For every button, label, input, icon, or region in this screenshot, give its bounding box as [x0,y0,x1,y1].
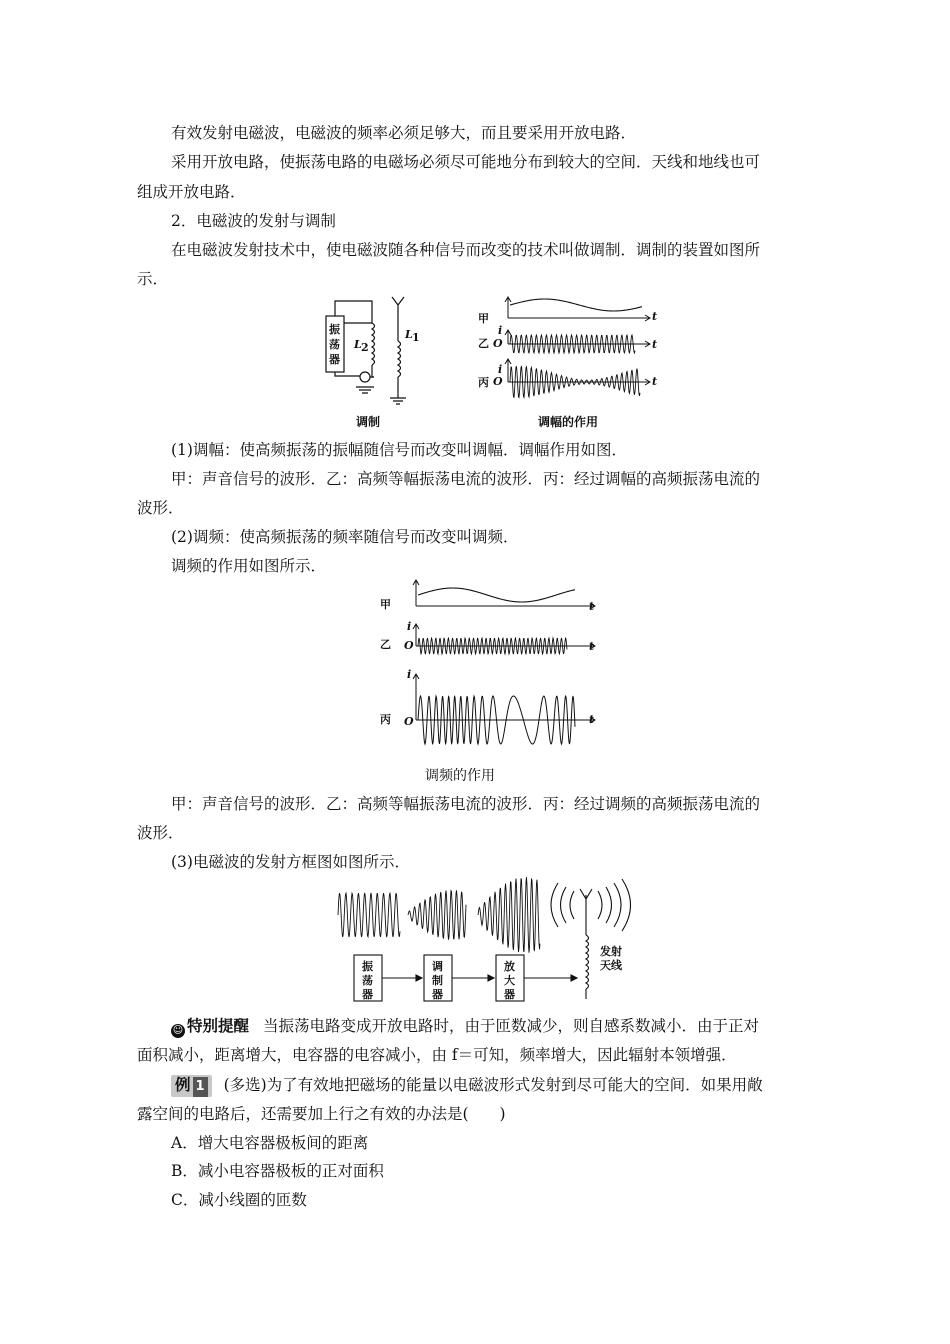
figure-fm [370,578,610,753]
label-L1: L [405,328,413,341]
am-axis-i-1: i [498,324,503,337]
paragraph-am-waves-cont: 波形． [137,499,184,517]
example-number: 1 [193,1077,208,1097]
antenna-label-line-2: 天线 [600,959,622,972]
paragraph-open-circuit-detail-cont: 组成开放电路． [137,183,246,201]
example-question-line-2: 露空间的电路后，还需要加上行之有效的办法是( ) [137,1105,506,1123]
box-modulator-char-3: 器 [432,988,443,1001]
example-badge-label: 例 [175,1076,191,1094]
box-amplifier-char-1: 放 [504,960,515,973]
fm-signal-wave [418,588,575,602]
tx-modulated-wave [408,890,466,939]
fm-axis-i-1: i [407,620,412,633]
am-axis-i-2: i [498,363,503,376]
tx-oscillator-wave [338,893,400,937]
tx-amplified-wave [478,877,540,953]
paragraph-am-def: (1)调幅：使高频振荡的振幅随信号而改变叫调幅．调幅作用如图． [171,441,627,459]
fm-row-label-bing: 丙 [380,713,391,726]
fm-origin-2: O [404,715,414,728]
am-row-label-yi: 乙 [478,337,489,350]
figure-modulation-caption-left: 调制 [356,415,381,429]
tip-text-line-2: 面积减小，距离增大，电容器的电容减小，由 f＝可知，频率增大，因此辐射本领增强． [137,1046,737,1064]
example-1 [171,1075,763,1097]
fm-axis-t-1: t [589,600,595,613]
paragraph-fm-def: (2)调频：使高频振荡的频率随信号而改变叫调频． [171,528,519,546]
box-amplifier-char-3: 器 [504,988,515,1001]
paragraph-fm-waves-cont: 波形． [137,824,184,842]
paragraph-am-waves: 甲：声音信号的波形．乙：高频等幅振荡电流的波形．丙：经过调幅的高频振荡电流的 [171,470,761,488]
example-badge [171,1075,212,1097]
box-modulator-char-1: 调 [432,960,443,973]
figure-fm-caption: 调频的作用 [425,768,495,784]
paragraph-modulation-def-cont: 示． [137,270,169,288]
tip-title: 特别提醒 [187,1017,250,1035]
paragraph-open-circuit-detail: 采用开放电路，使振荡电路的电磁场必须尽可能地分布到较大的空间．天线和地线也可 [171,153,761,171]
paragraph-fm-intro: 调频的作用如图所示． [171,557,327,575]
am-origin-2: O [493,375,503,388]
oscillator-char-2: 荡 [329,338,340,351]
label-L2: L [354,338,362,351]
box-oscillator-char-1: 振 [362,960,373,973]
am-signal-wave [510,299,642,311]
fm-origin-1: O [404,639,414,652]
am-axis-t-3: t [652,375,658,388]
oscillator-char-3: 器 [329,353,340,366]
am-axis-t-2: t [652,338,658,351]
smiley-icon: ☺ [172,1025,184,1036]
option-a: A．增大电容器极板间的距离 [171,1134,369,1152]
label-L1-sub: 1 [412,331,420,344]
option-c: C．减小线圈的匝数 [171,1191,307,1209]
paragraph-transmission: (3)电磁波的发射方框图如图所示． [171,853,410,871]
special-tip [171,1016,759,1038]
oscillator-char-1: 振 [329,323,340,336]
figure-modulation [320,293,670,433]
box-oscillator-char-3: 器 [362,988,373,1001]
tip-text-line-1: 当振荡电路变成开放电路时，由于匝数减少，则自感系数减小．由于正对 [263,1017,760,1035]
fm-axis-i-2: i [407,668,412,681]
am-row-label-jia: 甲 [478,312,489,325]
paragraph-open-circuit: 有效发射电磁波，电磁波的频率必须足够大，而且要采用开放电路． [171,124,637,142]
paragraph-fm-waves: 甲：声音信号的波形．乙：高频等幅振荡电流的波形．丙：经过调频的高频振荡电流的 [171,795,761,813]
am-origin-1: O [493,337,503,350]
fm-row-label-jia: 甲 [380,598,391,611]
fm-axis-t-3: t [589,713,595,726]
am-row-label-bing: 丙 [478,376,489,389]
figure-modulation-caption-right: 调幅的作用 [538,415,599,429]
box-oscillator-char-2: 荡 [362,974,373,987]
example-question-line-1: (多选)为了有效地把磁场的能量以电磁波形式发射到尽可能大的空间．如果用敞 [223,1076,763,1094]
am-axis-t-1: t [652,310,658,323]
antenna-label-line-1: 发射 [600,945,622,958]
box-amplifier-char-2: 大 [504,974,515,987]
fm-row-label-yi: 乙 [380,638,391,651]
figure-transmission [330,875,650,1007]
section-heading-modulation: 2．电磁波的发射与调制 [171,212,336,230]
paragraph-modulation-def: 在电磁波发射技术中，使电磁波随各种信号而改变的技术叫做调制．调制的装置如图所 [171,241,761,259]
fm-axis-t-2: t [589,640,595,653]
option-b: B．减小电容器极板的正对面积 [171,1162,384,1180]
label-L2-sub: 2 [361,341,369,354]
box-modulator-char-2: 制 [432,974,443,987]
